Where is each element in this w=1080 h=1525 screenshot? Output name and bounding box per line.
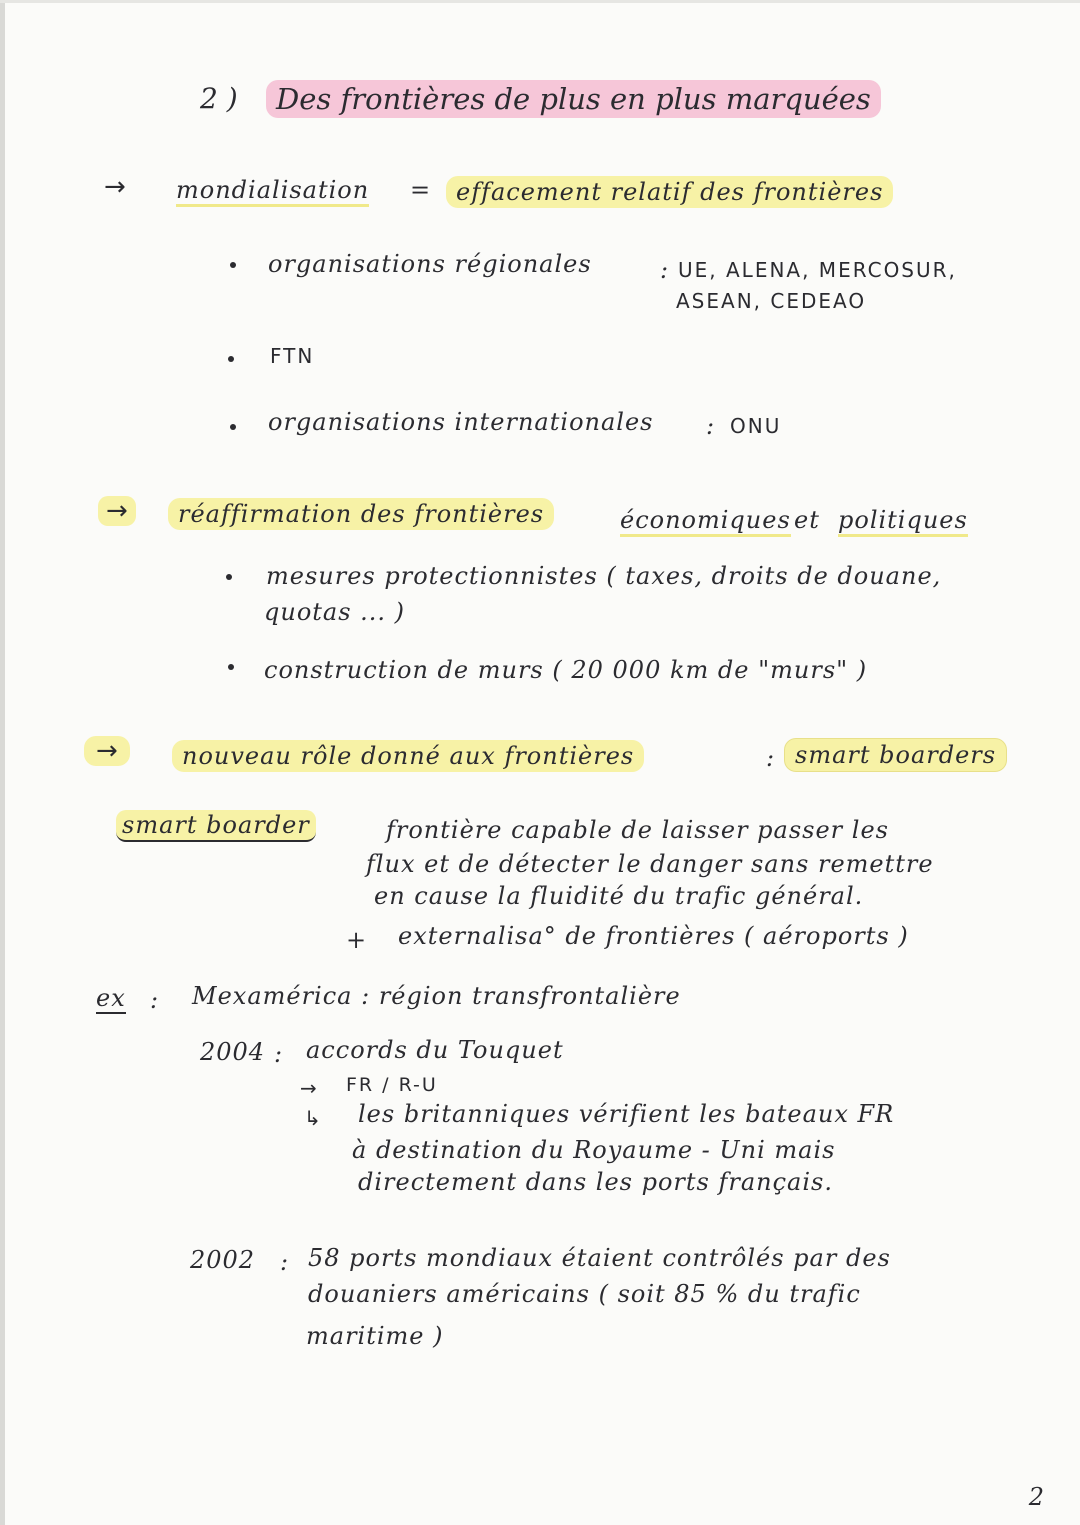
definition-text: flux et de détecter le danger sans remettre: [366, 850, 934, 878]
example-text: Mexamérica : région transfrontalière: [192, 982, 681, 1010]
list-item-label: organisations régionales: [268, 250, 592, 278]
example-event: 58 ports mondiaux étaient contrôlés par des: [308, 1244, 891, 1272]
bullet-icon: [230, 262, 236, 268]
list-item-sep: :: [660, 256, 670, 284]
tag-smart-boarders: smart boarders: [784, 738, 1007, 772]
example-sub: directement dans les ports français.: [358, 1168, 833, 1196]
page-number: 2: [1028, 1483, 1044, 1511]
list-item-label: FTN: [270, 344, 315, 368]
bullet-icon: [228, 356, 234, 362]
list-item-text: construction de murs ( 20 000 km de "murs" ): [264, 656, 868, 684]
arrow-icon: →: [300, 1076, 317, 1100]
example-event: maritime ): [306, 1322, 444, 1350]
heading-and: et: [794, 506, 820, 534]
example-year: 2004: [200, 1038, 266, 1066]
heading-sep: :: [766, 744, 776, 772]
example-sub: les britanniques vérifient les bateaux FR: [358, 1100, 895, 1128]
example-event: accords du Touquet: [306, 1036, 564, 1064]
example-sep: :: [150, 986, 160, 1014]
example-year: 2002: [190, 1246, 256, 1274]
section-title: Des frontières de plus en plus marquées: [266, 80, 881, 118]
bullet-icon: [226, 574, 232, 580]
plus-sign: +: [346, 926, 368, 954]
definition-text: en cause la fluidité du trafic général.: [374, 882, 864, 910]
definition-text: externalisa° de frontières ( aéroports ): [398, 922, 909, 950]
term-mondialisation: mondialisation: [176, 176, 369, 207]
list-item-value: UE, ALENA, MERCOSUR,: [678, 258, 957, 282]
heading-nouveau-role: nouveau rôle donné aux frontières: [172, 740, 644, 772]
arrow-icon: →: [84, 736, 130, 766]
heading-reaffirmation: réaffirmation des frontières: [168, 498, 554, 530]
list-item-sep: :: [706, 412, 716, 440]
definition-effacement: effacement relatif des frontières: [446, 176, 893, 208]
example-year-sep: :: [274, 1040, 284, 1068]
definition-term: smart boarder: [116, 810, 316, 842]
list-item-label: organisations internationales: [268, 408, 654, 436]
section-number: 2 ): [200, 82, 238, 115]
heading-politiques: politiques: [838, 506, 968, 537]
page-edge-top: [0, 0, 1080, 3]
arrow-icon: →: [98, 496, 136, 526]
list-item-text: quotas ... ): [264, 598, 406, 626]
equals-sign: =: [410, 176, 432, 204]
bullet-icon: [230, 424, 236, 430]
example-year-sep: :: [280, 1248, 290, 1276]
list-item-text: mesures protectionnistes ( taxes, droits de douane,: [266, 562, 942, 590]
list-item-value: ONU: [730, 414, 782, 438]
heading-economiques: économiques: [620, 506, 791, 537]
bullet-icon: [228, 664, 234, 670]
arrow-icon: →: [104, 172, 126, 202]
example-sub: à destination du Royaume - Uni mais: [352, 1136, 836, 1164]
example-label: ex: [96, 984, 126, 1012]
hook-arrow-icon: ↳: [304, 1106, 321, 1130]
definition-text: frontière capable de laisser passer les: [386, 816, 889, 844]
example-event: douaniers américains ( soit 85 % du trafic: [308, 1280, 861, 1308]
example-sub: FR / R-U: [346, 1074, 438, 1096]
list-item-value: ASEAN, CEDEAO: [676, 289, 867, 313]
page-edge: [0, 0, 5, 1525]
